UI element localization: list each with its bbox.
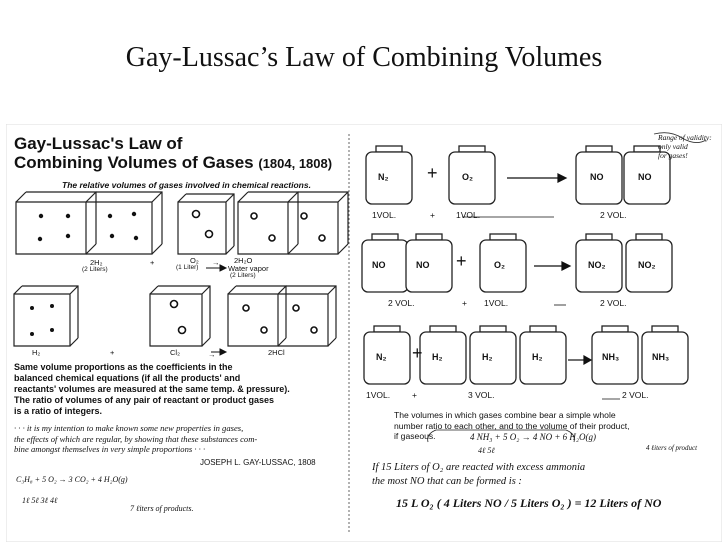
label-2-liters: (2 Liters) — [82, 266, 108, 273]
hand-liters-product: 4 ℓiters of product — [646, 444, 698, 452]
quote-author: JOSEPH L. GAY-LUSSAC, 1808 — [200, 458, 316, 467]
vol-1-n2: 1VOL. — [372, 210, 397, 220]
scan-title-line2 — [14, 153, 332, 173]
hand-products-note: 7 ℓiters of products. — [130, 504, 194, 513]
gay-lussac-quote — [14, 423, 257, 455]
hand-calculation: 15 L O₂ ( 4 Liters NO / 5 Liters O₂ ) = 12 Liters of NO — [396, 496, 662, 510]
jar-no-d: NO — [416, 260, 430, 270]
para2-line: if gaseous. — [394, 431, 436, 441]
hand-problem-line1: If 15 Liters of O₂ are reacted with excess ammonia — [372, 462, 586, 473]
vol-1-o2-b: 1VOL. — [484, 298, 509, 308]
jar-o2-b: O₂ — [494, 260, 505, 270]
label-h2: H₂ — [32, 348, 41, 357]
slide-title: Gay-Lussac’s Law of Combining Volumes — [125, 42, 603, 73]
scan-title-line2-text: Combining Volumes of Gases — [14, 153, 254, 172]
jar-no-a: NO — [590, 172, 604, 182]
para2-line: number ratio to each other, and to the volume of their product, — [394, 420, 630, 431]
jar-h2-b: H₂ — [482, 352, 493, 362]
jar-plus-2: + — [456, 251, 467, 271]
jar-n2: N₂ — [378, 172, 389, 182]
hand-ammonia-volumes: 4ℓ 5ℓ — [478, 446, 495, 455]
scan-years: (1804, 1808) — [258, 156, 333, 171]
label-plus-2: + — [110, 348, 115, 357]
quote-line: bine amongst themselves in very simple proportions · · · — [14, 444, 206, 454]
vol-1-n2-b: 1VOL. — [366, 390, 391, 400]
jar-no2-b: NO₂ — [638, 260, 656, 270]
label-arrow-2: → — [208, 350, 216, 359]
jar-h2-c: H₂ — [532, 352, 543, 362]
jar-no-b: NO — [638, 172, 652, 182]
label-o2: O₂ — [190, 256, 199, 265]
jar-no2-a: NO₂ — [588, 260, 606, 270]
quote-line: · · · it is my intention to make known some new properties in gases, — [14, 423, 244, 433]
label-1-liter: (1 Liter) — [176, 264, 199, 271]
vol-plus-2: + — [462, 298, 467, 308]
vol-1-o2: 1VOL. — [456, 210, 481, 220]
para2-line: The volumes in which gases combine bear a simple whole — [394, 410, 616, 420]
jar-plus-3: + — [412, 343, 423, 363]
label-2h2: 2H₂ — [90, 258, 103, 267]
label-2-liters-b: (2 Liters) — [230, 272, 256, 279]
label-cl2: Cl₂ — [170, 348, 180, 357]
jar-o2: O₂ — [462, 172, 473, 182]
jar-no-c: NO — [372, 260, 386, 270]
label-arrow-1: → — [212, 258, 220, 267]
vol-3-h2: 3 VOL. — [468, 390, 495, 400]
para1-line: balanced chemical equations (if all the products' and — [14, 373, 241, 383]
validity-line: only valid — [658, 142, 688, 151]
jar-plus-1: + — [427, 163, 438, 183]
scan-paragraph-1 — [14, 362, 290, 417]
validity-line: Range of validity: — [658, 133, 712, 142]
para1-line: reactants' volumes are measured at the same temp. & pressure). — [14, 384, 290, 394]
vol-2-no2: 2 VOL. — [600, 298, 627, 308]
hand-ammonia-equation: 4 NH₃ + 5 O₂ → 4 NO + 6 H₂O(g) — [470, 432, 597, 442]
label-2hcl: 2HCl — [268, 348, 285, 357]
vol-plus-1: + — [430, 210, 435, 220]
vol-2-nh3: 2 VOL. — [622, 390, 649, 400]
vol-2-no: 2 VOL. — [600, 210, 627, 220]
jar-n2-b: N₂ — [376, 352, 387, 362]
validity-line: for gases! — [658, 151, 688, 160]
vol-plus-3: + — [412, 390, 417, 400]
label-2h2o: 2H₂O — [234, 256, 253, 265]
jar-nh3-b: NH₃ — [652, 352, 670, 362]
hand-validity-note — [658, 133, 712, 160]
jar-h2-a: H₂ — [432, 352, 443, 362]
scan-caption: The relative volumes of gases involved in chemical reactions. — [62, 180, 311, 190]
para1-line: is a ratio of integers. — [14, 406, 103, 416]
hand-propane-equation: C₃H₈ + 5 O₂ → 3 CO₂ + 4 H₂O(g) — [16, 475, 128, 484]
quote-line: the effects of which are regular, by showing that these substances com- — [14, 433, 258, 444]
hand-propane-volumes: 1ℓ 5ℓ 3ℓ 4ℓ — [22, 496, 58, 505]
hand-problem-line2: the most NO that can be formed is : — [372, 476, 522, 487]
label-plus-1: + — [150, 258, 155, 267]
jar-nh3-a: NH₃ — [602, 352, 620, 362]
para1-line: The ratio of volumes of any pair of reactant or product gases — [14, 395, 275, 405]
scan-title-line1: Gay-Lussac's Law of — [14, 134, 183, 153]
label-water-vapor: Water vapor — [228, 264, 269, 273]
vol-2-no-b: 2 VOL. — [388, 298, 415, 308]
para1-line: Same volume proportions as the coefficients in the — [14, 362, 233, 372]
scan-title — [14, 134, 332, 173]
